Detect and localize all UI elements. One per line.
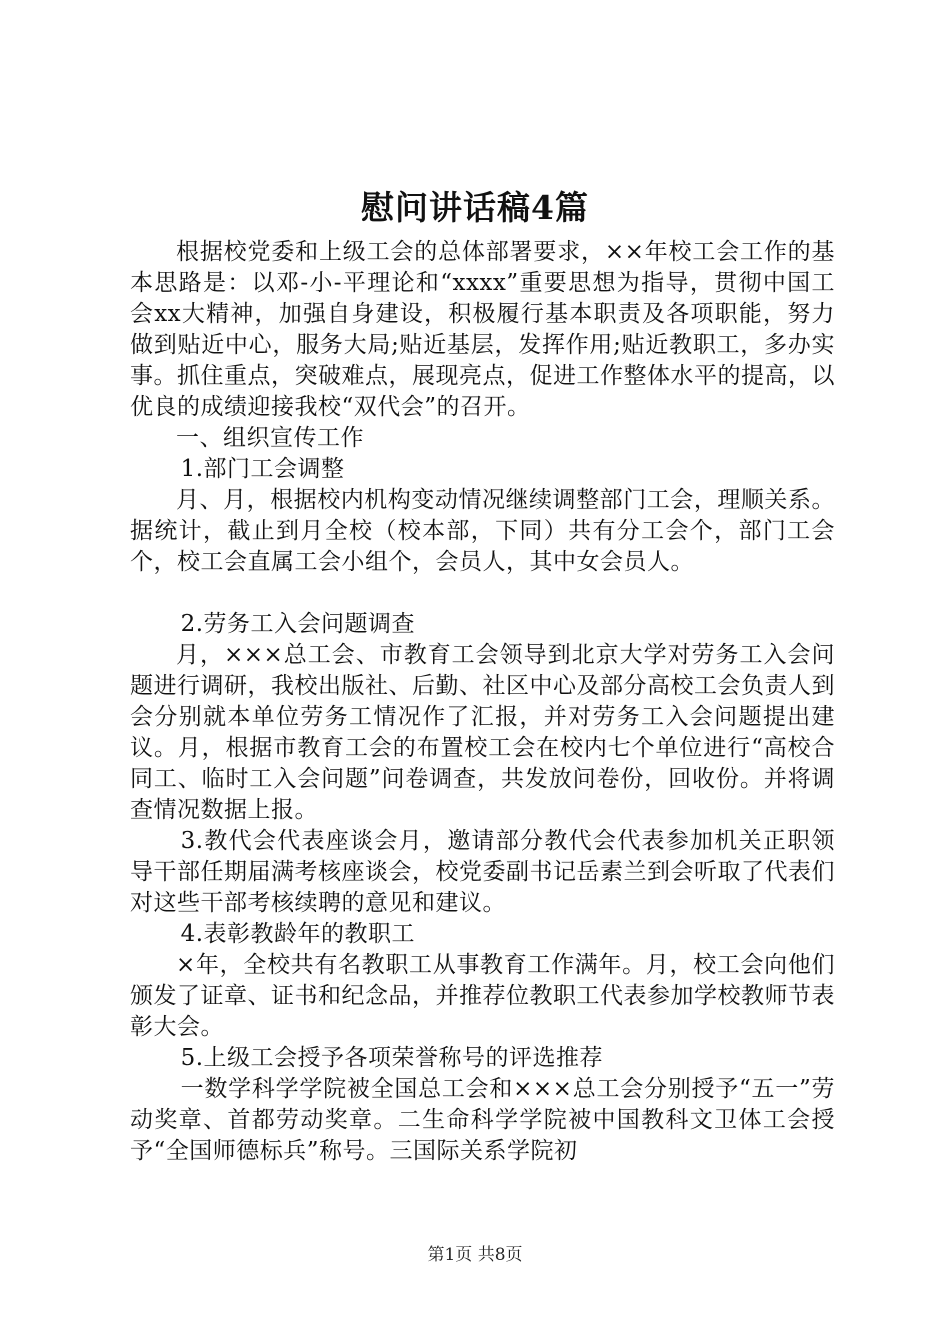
subsection-heading: 4.表彰教龄年的教职工 (180, 921, 416, 947)
subsection-heading: 5.上级工会授予各项荣誉称号的评选推荐 (180, 1045, 604, 1071)
paragraph-gap (130, 578, 835, 609)
document-body (130, 237, 835, 1167)
paragraph: 月，×××总工会、市教育工会领导到北京大学对劳务工入会问题进行调研，我校出版社、后勤、社区中心及部分高校工会负责人到会分别就本单位劳务工情况作了汇报，并对劳务工入会问题提出建议。月，根据市教育工会的布置校工会在校内七个单位进行“高校合同工、临时工入会问题”问卷调查，共发放问卷份，回收份。并将调查情况数据上报。 (130, 642, 835, 823)
document-title: 慰问讲话稿4篇 (361, 188, 589, 227)
paragraph: 月、月，根据校内机构变动情况继续调整部门工会，理顺关系。据统计，截止到月全校（校本部，下同）共有分工会个，部门工会个，校工会直属工会小组个，会员人，其中女会员人。 (130, 487, 835, 575)
subsection-heading: 1.部门工会调整 (180, 456, 345, 482)
paragraph: 一数学科学学院被全国总工会和×××总工会分别授予“五一”劳动奖章、首都劳动奖章。二生命科学学院被中国教科文卫体工会授予“全国师德标兵”称号。三国际关系学院初 (130, 1076, 835, 1164)
paragraph-intro: 根据校党委和上级工会的总体部署要求，××年校工会工作的基本思路是：以邓-小-平理论和“xxxx”重要思想为指导，贯彻中国工会xx大精神，加强自身建设，积极履行基本职责及各项职能，努力做到贴近中心，服务大局;贴近基层，发挥作用;贴近教职工，多办实事。抓住重点，突破难点，展现亮点，促进工作整体水平的提高，以优良的成绩迎接我校“双代会”的召开。 (130, 239, 835, 420)
page-footer: 第1页 共8页 (427, 1245, 523, 1265)
section-heading: 一、组织宣传工作 (176, 425, 364, 451)
paragraph: ×年，全校共有名教职工从事教育工作满年。月，校工会向他们颁发了证章、证书和纪念品，并推荐位教职工代表参加学校教师节表彰大会。 (130, 952, 835, 1040)
paragraph: 3.教代会代表座谈会月，邀请部分教代会代表参加机关正职领导干部任期届满考核座谈会，校党委副书记岳素兰到会听取了代表们对这些干部考核续聘的意见和建议。 (130, 828, 835, 916)
subsection-heading: 2.劳务工入会问题调查 (180, 611, 416, 637)
